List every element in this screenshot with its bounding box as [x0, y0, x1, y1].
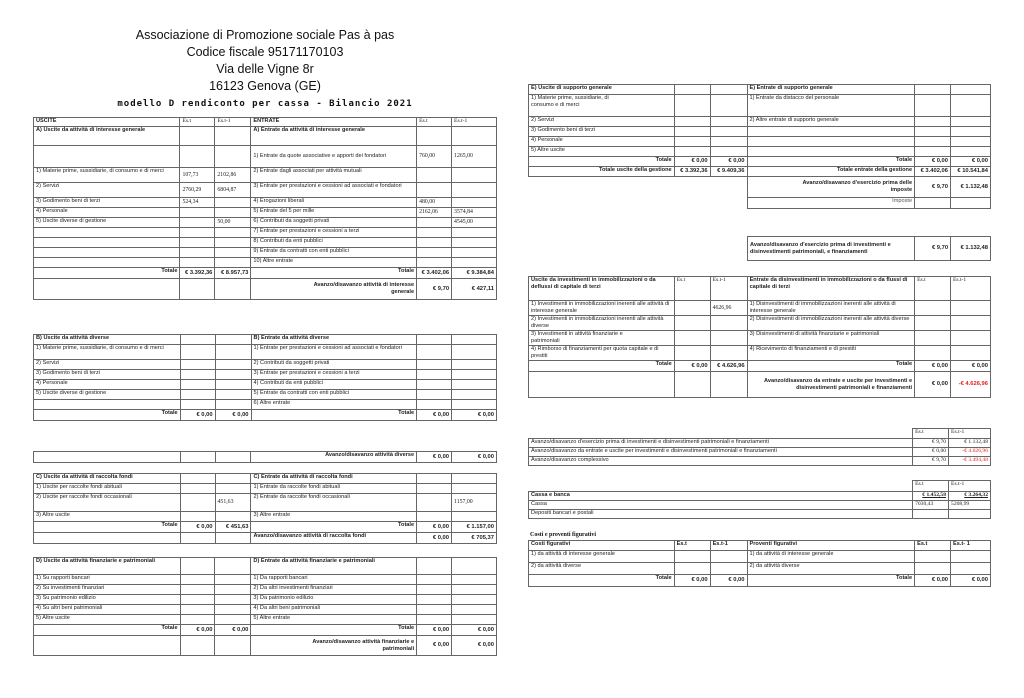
table-row: 7) Entrate per prestazioni e cessioni a terzi — [34, 228, 497, 238]
avanzo-row: Avanzo/disavanzo d'esercizio prima di investimenti e disinvestimenti patrimoniali, e finanziamenti € 9,70 € 1.132,48 — [748, 237, 991, 261]
document-title: modello D rendiconto per cassa - Bilancio 2021 — [117, 99, 413, 109]
table-row: 6) Altre entrate — [34, 400, 497, 410]
col-est1: Es.t-1 — [215, 118, 251, 127]
table-row: 4) Personale 4) Contributi da enti pubblici — [34, 380, 497, 390]
col-uscite: USCITE — [34, 118, 180, 127]
avanzo-row: Avanzo/disavanzo attività di raccolta fondi € 0,00 € 705,37 — [34, 533, 497, 544]
table-row: 1) Entrate da quote associative e apporti dei fondatori 760,00 1265,00 — [34, 146, 497, 168]
avanzo-prima-investimenti-table — [747, 236, 991, 261]
section-d-table: D) Uscite da attività finanziarie e patrimoniali D) Entrate da attività finanziarie e patrimoniali 1) Su rapporti bancari 1) Da rapporti bancari 2) Su investimenti finanziari 2) Da altri investimenti finanziari 3) Su patrimonio edilizio 3) Da patrimonio edilizio 4) Su altri beni patrimoniali 4) Da altri beni patrimoniali 5) Altre uscite 5) Altre entrate Totale € 0,00 € 0,00 Totale € 0,00 € 0,00 Avanzo/disavanzo attività finanziarie e patrimoniali € 0,00 € 0,00 — [33, 557, 497, 656]
city: 16123 Genova (GE) — [209, 79, 321, 93]
col-est: Es.t — [417, 118, 452, 127]
table-row: 1) da attività di interesse generale 1) da attività di interesse generale — [529, 551, 991, 563]
totals-row: Totale € 3.392,36 € 8.957,73 Totale € 3.402,06 € 9.384,84 — [34, 268, 497, 279]
table-row: Depositi bancari e postali — [529, 510, 991, 519]
table-row: 2) Servizi 2) Contributi da soggetti privati — [34, 360, 497, 370]
table-row: 2) Servizi 2760,29 6804,87 3) Entrate per prestazioni e cessioni ad associati e fondatori — [34, 183, 497, 198]
riepilogo-table: Es.t Es.t-1 Avanzo/disavanzo d'esercizio prima di investimenti e disinvestimenti patrimoniali e finanziamenti € 9,70 € 1.132,48 Avanzo/disavanzo da entrate e uscite per investimenti e disinvestimenti patrimoniali e finanziamenti € 0,00 -€ 4.626,96 Avanzo/disavanzo complessivo € 9,70 -€ 3.494,48 — [528, 428, 991, 466]
table-row: 4) Rimborso di finanziamenti per quota capitale e di prestiti 4) Ricevimento di finanziamenti e di prestiti — [529, 346, 991, 361]
cassa-total-row: Cassa e banca € 1.452,58 € 3.264,32 — [529, 492, 991, 501]
table-row: 5) Uscite diverse di gestione 50,00 6) Contributi da soggetti privati 4545,00 — [34, 218, 497, 228]
figurativi-table: Costi figurativi Es.t Es.t-1 Proventi figurativi Es.t Es.t- 1 1) da attività di interesse generale 1) da attività di interesse generale 2) da attività diverse 2) da attività diverse Totale € 0,00 € 0,00 Totale € 0,00 € 0,00 — [528, 540, 991, 587]
avanzo-row: Avanzo/disavanzo da entrate e uscite per investimenti e disinvestimenti patrimoniali e finanziamenti € 0,00 -€ 4.626,96 — [529, 372, 991, 398]
table-row: 8) Contributi da enti pubblici — [34, 238, 497, 248]
imposte-row: Imposte — [529, 198, 991, 209]
table-row: 2) Su investimenti finanziari 2) Da altri investimenti finanziari — [34, 585, 497, 595]
table-row: 1) Materie prime, sussidiarie, di consumo e di merci 1) Entrate da distacco del personale — [529, 95, 991, 117]
table-row: 3) Godimento beni di terzi 3) Entrate per prestazioni e cessioni a terzi — [34, 370, 497, 380]
table-row: Avanzo/disavanzo d'esercizio prima di investimenti e disinvestimenti patrimoniali e finanziamenti € 9,70 € 1.132,48 — [529, 439, 991, 448]
table-row: 2) Investimenti in immobilizzazioni inerenti alle attività diverse 2) Disinvestimenti di immobilizzazioni inerenti alle attività diverse — [529, 316, 991, 331]
table-row: 3) Investimenti in attività finanziarie e patrimoniali 3) Disinvestimenti di attività finanziarie e patrimoniali — [529, 331, 991, 346]
avanzo-row: Avanzo/disavanzo attività finanziarie e patrimoniali € 0,00 € 0,00 — [34, 636, 497, 656]
table-row: 10) Altre entrate — [34, 258, 497, 268]
avanzo-imposte-row: Avanzo/disavanzo d'esercizio prima delle imposte € 9,70 € 1.132,48 — [529, 177, 991, 198]
gestione-totals-row: Totale uscite della gestione € 3.392,36 € 9.409,36 Totale entrate della gestione € 3.402,06 € 10.541,84 — [529, 167, 991, 177]
section-c-table: C) Uscite da attività di raccolta fondi C) Entrate da attività di raccolta fondi 1) Uscite per raccolte fondi abituali 1) Entrate da raccolte fondi abituali 2) Uscite per raccolte fondi occasionali 451,63 2) Entrate da raccolte fondi occasionali 1157,00 3) Altre uscite 3) Altre entrate Totale € 0,00 € 451,63 Totale € 0,00 € 1.157,00 Avanzo/disavanzo attività di raccolta fondi € 0,00 € 705,37 — [33, 473, 497, 544]
totals-row: Totale € 0,00 € 4.626,96 Totale € 0,00 € 0,00 — [529, 361, 991, 372]
negative-value: -€ 4.626,96 — [951, 372, 991, 398]
totals-row: Totale € 0,00 € 0,00 Totale € 0,00 € 0,00 — [529, 157, 991, 167]
table-row: 5) Uscite diverse di gestione 5) Entrate da contratti con enti pubblici — [34, 390, 497, 400]
cassa-banca-table: Es.t Es.t-1 Cassa e banca € 1.452,58 € 3.264,32 Cassa 7030,43 5208,99 Depositi bancari e postali — [528, 480, 991, 519]
table-row: Avanzo/disavanzo da entrate e uscite per investimenti e disinvestimenti patrimoniali e finanziamenti € 0,00 -€ 4.626,96 — [529, 448, 991, 457]
negative-value: -€ 3.494,48 — [949, 457, 991, 466]
section-b-table: B) Uscite da attività diverse B) Entrate da attività diverse 1) Materie prime, sussidiarie, di consumo e di merci 1) Entrate per prestazioni e cessioni ad associati e fondatori 2) Servizi 2) Contributi da soggetti privati 3) Godimento beni di terzi 3) Entrate per prestazioni e cessioni a terzi 4) Personale 4) Contributi da enti pubblici 5) Uscite diverse di gestione 5) Entrate da contratti con enti pubblici 6) Altre entrate Totale € 0,00 € 0,00 Totale € 0,00 € 0,00 — [33, 334, 497, 421]
section-e-table: E) Uscite di supporto generale E) Entrate di supporto generale 1) Materie prime, sussidiarie, di consumo e di merci 1) Entrate da distacco del personale 2) Servizi 2) Altre entrate di supporto generale 3) Godimento beni di terzi 4) Personale 5) Altre uscite Totale € 0,00 € 0,00 Totale € 0,00 € 0,00 Totale uscite della gestione € 3.392,36 € 9.409,36 Totale entrate della gestione € 3.402,06 € 10.541,84 Avanzo/disavanzo d'esercizio prima delle imposte € 9,70 € 1.132,48 Imposte — [528, 84, 991, 209]
table-row: Cassa 7030,43 5208,99 — [529, 501, 991, 510]
avanzo-row: Avanzo/disavanzo attività di interesse generale € 9,70 € 427,11 — [34, 279, 497, 300]
table-row: 1) Uscite per raccolte fondi abituali 1) Entrate da raccolte fondi abituali — [34, 484, 497, 494]
table-row: 1) Materie prime, sussidiarie, di consumo e di merci 107,73 2102,86 2) Entrate dagli associati per attività mutuali — [34, 168, 497, 183]
table-row: 2) Uscite per raccolte fondi occasionali 451,63 2) Entrate da raccolte fondi occasionali 1157,00 — [34, 494, 497, 512]
table-row: 3) Altre uscite 3) Altre entrate — [34, 512, 497, 522]
totals-row: Totale € 0,00 € 0,00 Totale € 0,00 € 0,00 — [34, 410, 497, 421]
totals-row: Totale € 0,00 € 0,00 Totale € 0,00 € 0,00 — [529, 575, 991, 587]
section-a-uscite-title: A) Uscite da attività di interesse generale — [34, 127, 180, 146]
table-row: 2) Servizi 2) Altre entrate di supporto generale — [529, 117, 991, 127]
col-entrate: ENTRATE — [251, 118, 417, 127]
totals-row: Totale € 0,00 € 451,63 Totale € 0,00 € 1.157,00 — [34, 522, 497, 533]
section-a-entrate-title: A) Entrate da attività di interesse generale — [251, 127, 417, 146]
figurativi-caption: Costi e proventi figurativi — [530, 532, 597, 538]
table-row: 1) Su rapporti bancari 1) Da rapporti bancari — [34, 575, 497, 585]
org-name: Associazione di Promozione sociale Pas à pas — [135, 28, 395, 42]
table-row: 4) Su altri beni patrimoniali 4) Da altri beni patrimoniali — [34, 605, 497, 615]
table-row: 3) Godimento beni di terzi — [529, 127, 991, 137]
table-row: 3) Godimento beni di terzi 524,34 4) Erogazioni liberali 480,00 — [34, 198, 497, 208]
address: Via delle Vigne 8r — [216, 62, 314, 76]
col-est1: Es.t-1 — [452, 118, 497, 127]
table-row: 2) da attività diverse 2) da attività diverse — [529, 563, 991, 575]
table-row: 1) Materie prime, sussidiarie, di consumo e di merci 1) Entrate per prestazioni e cessioni ad associati e fondatori — [34, 345, 497, 360]
totals-row: Totale € 0,00 € 0,00 Totale € 0,00 € 0,00 — [34, 625, 497, 636]
table-row: 4) Personale — [529, 137, 991, 147]
table-row: 1) Investimenti in immobilizzazioni inerenti alle attività di interesse generale 4626,96 1) Disinvestimenti di immobilizzazioni inerenti alle attività di interesse generale — [529, 301, 991, 316]
table-row: 3) Su patrimonio edilizio 3) Da patrimonio edilizio — [34, 595, 497, 605]
fiscal-code: Codice fiscale 95171170103 — [186, 45, 344, 59]
table-row: 5) Altre uscite 5) Altre entrate — [34, 615, 497, 625]
investimenti-table: Uscite da investimenti in immobilizzazioni o da deflussi di capitale di terzi Es.t Es.t-1 Entrate da disinvestimenti in immobilizzazioni o da flussi di capitale di terzi Es.t Es.t-1 1) Investimenti in immobilizzazioni inerenti alle attività di interesse generale 4626,96 1) Disinvestimenti di immobilizzazioni inerenti alle attività di interesse generale 2) Investimenti in immobilizzazioni inerenti alle attività diverse 2) Disinvestimenti di immobilizzazioni inerenti alle attività diverse 3) Investimenti in attività finanziarie e patrimoniali 3) Disinvestimenti di attività finanziarie e patrimoniali 4) Rimborso di finanziamenti per quota capitale e di prestiti 4) Ricevimento di finanziamenti e di prestiti Totale € 0,00 € 4.626,96 Totale € 0,00 € 0,00 Avanzo/disavanzo da entrate e uscite per investimenti e disinvestimenti patrimoniali e finanziamenti € 0,00 -€ 4.626,96 — [528, 276, 991, 398]
col-est: Es.t — [180, 118, 215, 127]
avanzo-row: Avanzo/disavanzo attività diverse € 0,00 € 0,00 — [34, 452, 497, 463]
table-row: Avanzo/disavanzo complessivo € 9,70 -€ 3.494,48 — [529, 457, 991, 466]
section-a-table — [33, 117, 497, 300]
table-row: 9) Entrate da contratti con enti pubblici — [34, 248, 497, 258]
section-b-avanzo-table — [33, 451, 497, 463]
document-header — [30, 27, 500, 95]
table-row: 5) Altre uscite — [529, 147, 991, 157]
negative-value: -€ 4.626,96 — [949, 448, 991, 457]
table-row: 4) Personale 5) Entrate del 5 per mille 2162,06 3574,84 — [34, 208, 497, 218]
